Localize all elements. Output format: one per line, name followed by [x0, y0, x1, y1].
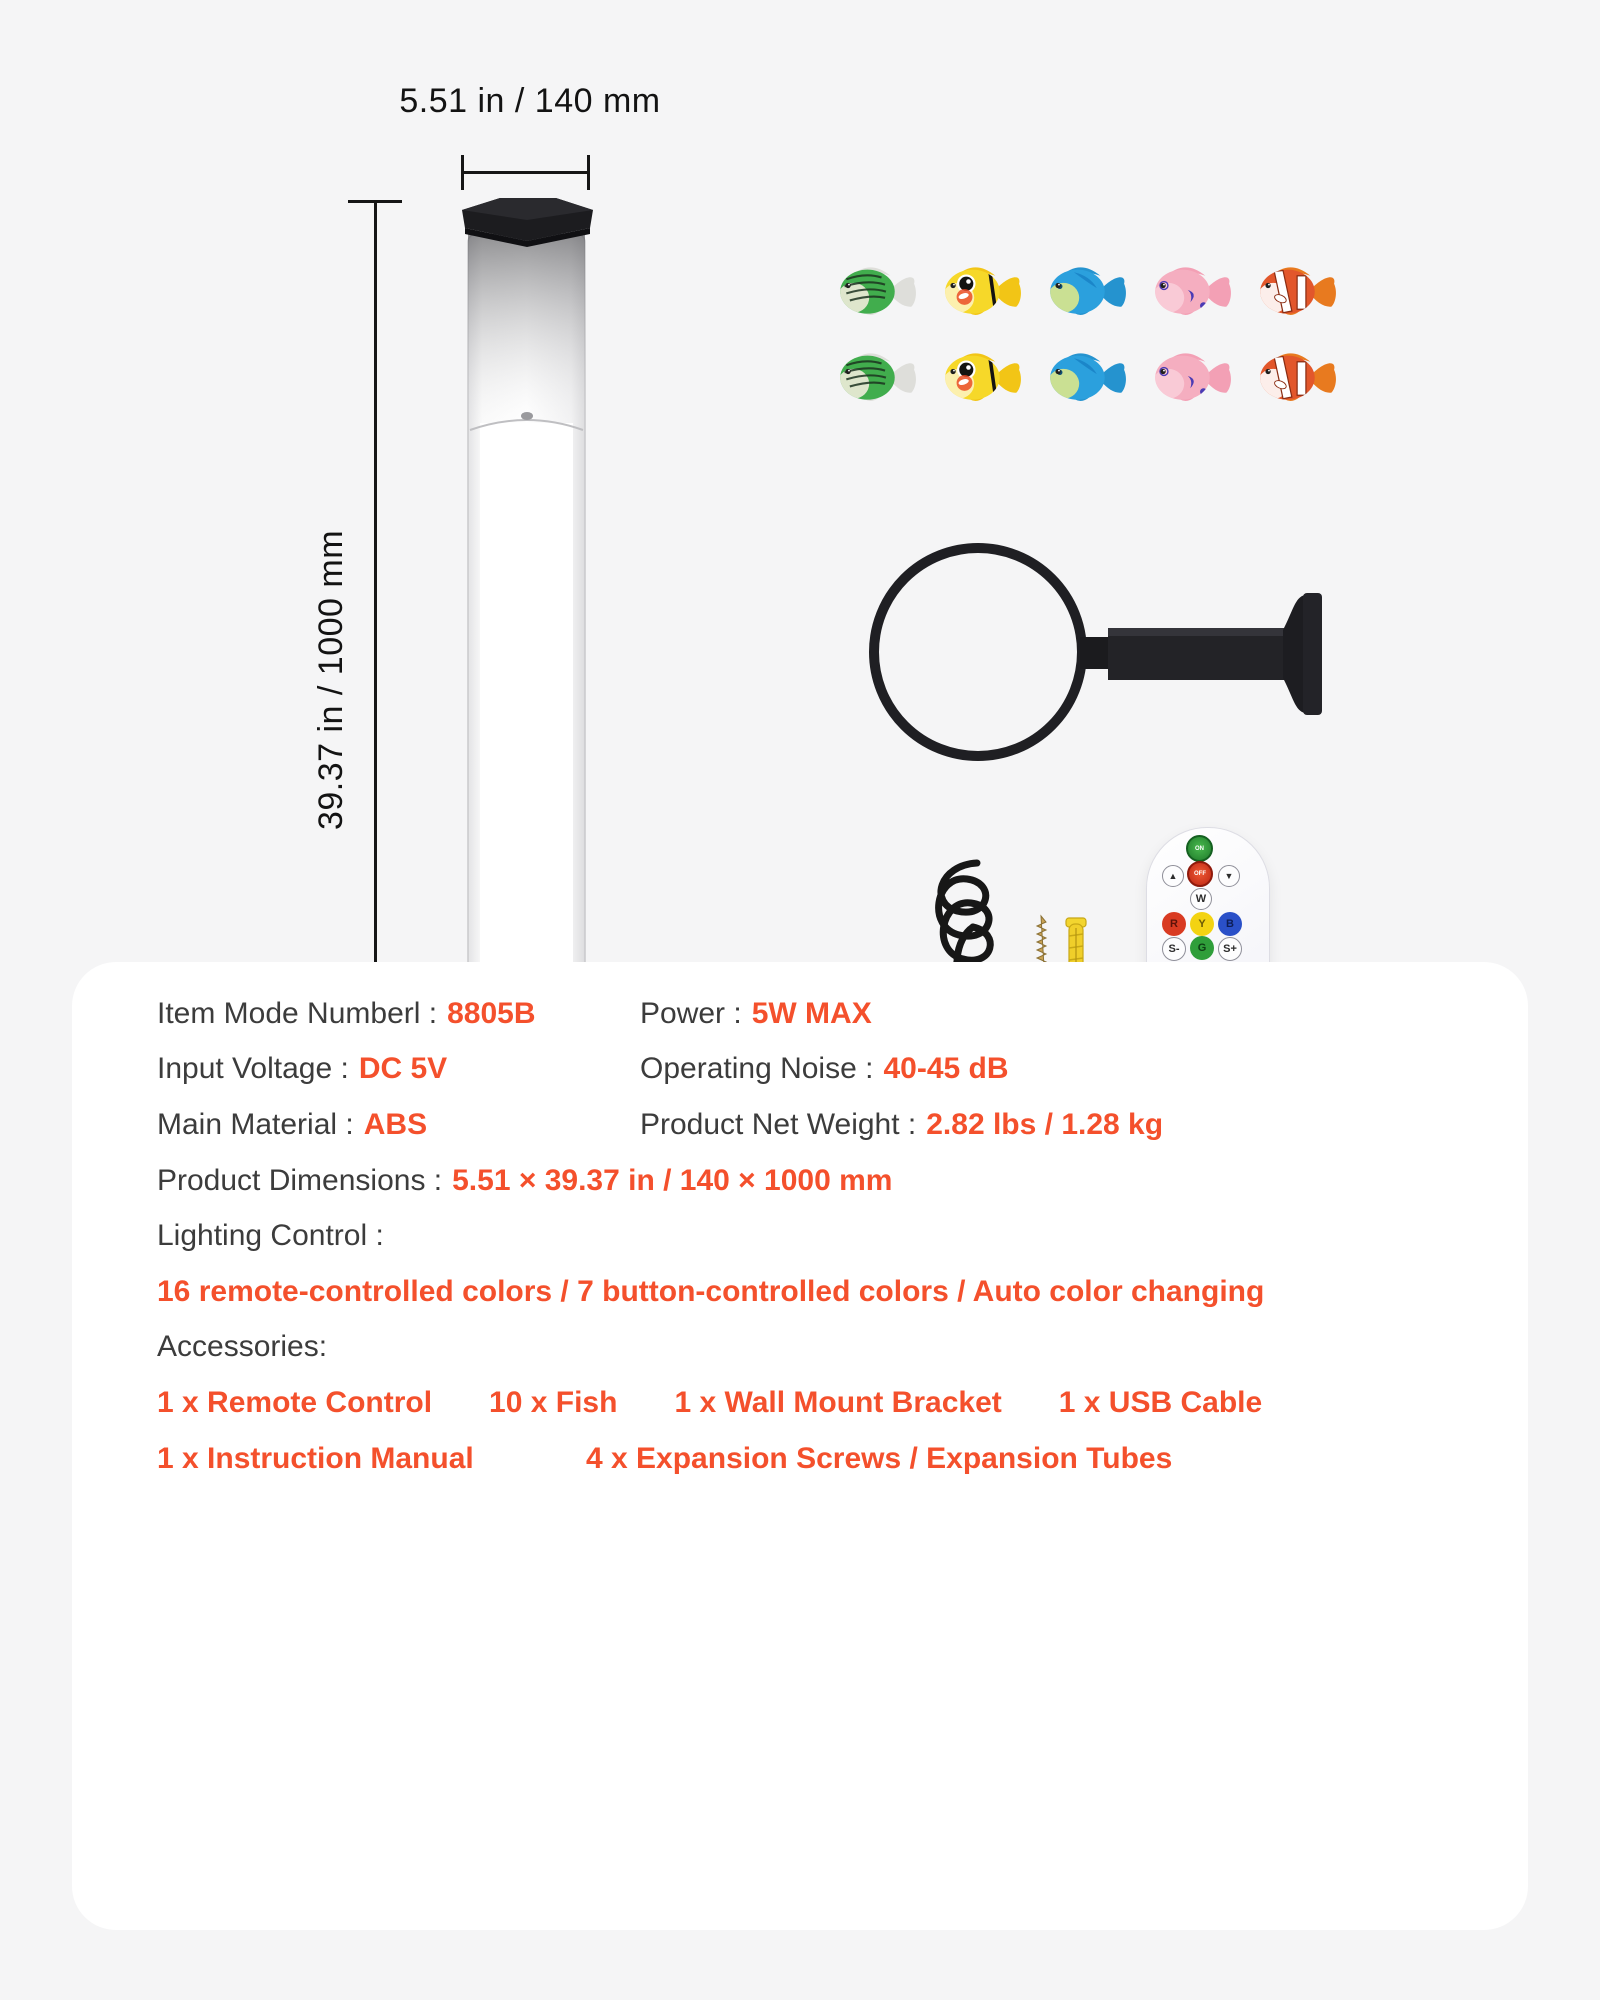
remote-power-on-button: ON [1186, 835, 1213, 862]
remote-green-button: G [1190, 936, 1214, 960]
accessory-expansion-screws: 4 x Expansion Screws / Expansion Tubes [586, 1441, 1173, 1475]
spec-row-2 [157, 1042, 1447, 1098]
power-label: Power : [640, 996, 742, 1030]
fish-grid [834, 254, 1342, 414]
net-weight-value: 2.82 lbs / 1.28 kg [926, 1107, 1164, 1141]
remote-blue-button: B [1218, 912, 1242, 936]
input-voltage-label: Input Voltage : [157, 1052, 349, 1086]
fish-row-1 [834, 254, 1342, 324]
accessories-row-1 [157, 1375, 1447, 1431]
width-dimension-label: 5.51 in / 140 mm [399, 82, 661, 120]
input-voltage-value: DC 5V [358, 1052, 448, 1086]
operating-noise-value: 40-45 dB [883, 1052, 1009, 1086]
remote-s-minus-button: S- [1162, 937, 1186, 961]
product-dimensions-value: 5.51 × 39.37 in / 140 × 1000 mm [452, 1163, 893, 1197]
spec-row-accessories-label [157, 1320, 1447, 1376]
fish-green [834, 254, 922, 324]
lighting-control-value: 16 remote-controlled colors / 7 button-controlled colors / Auto color changing [157, 1274, 1265, 1308]
fish-yellow [939, 254, 1027, 324]
height-dimension-label: 39.37 in / 1000 mm [312, 529, 350, 831]
operating-noise-label: Operating Noise : [640, 1052, 874, 1086]
main-material-value: ABS [363, 1107, 428, 1141]
spec-row-lighting-value [157, 1264, 1447, 1320]
bracket-wall-plate [1283, 595, 1305, 713]
fish-row-2 [834, 340, 1342, 410]
accessories-row-2 [157, 1431, 1447, 1487]
accessory-fish: 10 x Fish [489, 1385, 618, 1419]
fish-yellow [939, 340, 1027, 410]
main-material-label: Main Material : [157, 1107, 354, 1141]
fish-blue [1044, 254, 1132, 324]
remote-s-plus-button: S+ [1218, 937, 1242, 961]
lighting-control-label: Lighting Control : [157, 1219, 384, 1253]
remote-yellow-button: Y [1190, 912, 1214, 936]
accessories-label: Accessories: [157, 1330, 328, 1364]
fish-orange [1254, 340, 1342, 410]
item-mode-label: Item Mode Numberl : [157, 996, 438, 1030]
fish-orange [1254, 254, 1342, 324]
fish-green [834, 340, 922, 410]
bracket-connector [1080, 637, 1108, 669]
product-dimensions-label: Product Dimensions : [157, 1163, 443, 1197]
accessory-instruction-manual: 1 x Instruction Manual [157, 1441, 474, 1475]
spec-row-lighting-label [157, 1208, 1447, 1264]
spec-row-dimensions [157, 1153, 1447, 1209]
remote-power-off-button: OFF [1187, 861, 1213, 887]
bracket-ring [874, 548, 1082, 756]
height-dimension-tick-top [348, 200, 402, 203]
remote-brightness-up-button: ▲ [1162, 865, 1184, 887]
item-mode-value: 8805B [447, 996, 536, 1030]
spec-row-3 [157, 1097, 1447, 1153]
remote-red-button: R [1162, 912, 1186, 936]
net-weight-label: Product Net Weight : [640, 1107, 917, 1141]
fish-pink [1149, 340, 1237, 410]
remote-brightness-down-button: ▼ [1218, 865, 1240, 887]
wall-mount-bracket-image [855, 535, 1335, 775]
remote-white-button: W [1190, 888, 1212, 910]
fish-blue [1044, 340, 1132, 410]
spec-card [72, 962, 1528, 1930]
spec-list [157, 986, 1447, 1486]
power-value: 5W MAX [751, 996, 872, 1030]
accessory-remote-control: 1 x Remote Control [157, 1385, 433, 1419]
spec-row-1 [157, 986, 1447, 1042]
accessory-usb-cable: 1 x USB Cable [1058, 1385, 1263, 1419]
accessory-wall-mount-bracket: 1 x Wall Mount Bracket [674, 1385, 1002, 1419]
fish-pink [1149, 254, 1237, 324]
